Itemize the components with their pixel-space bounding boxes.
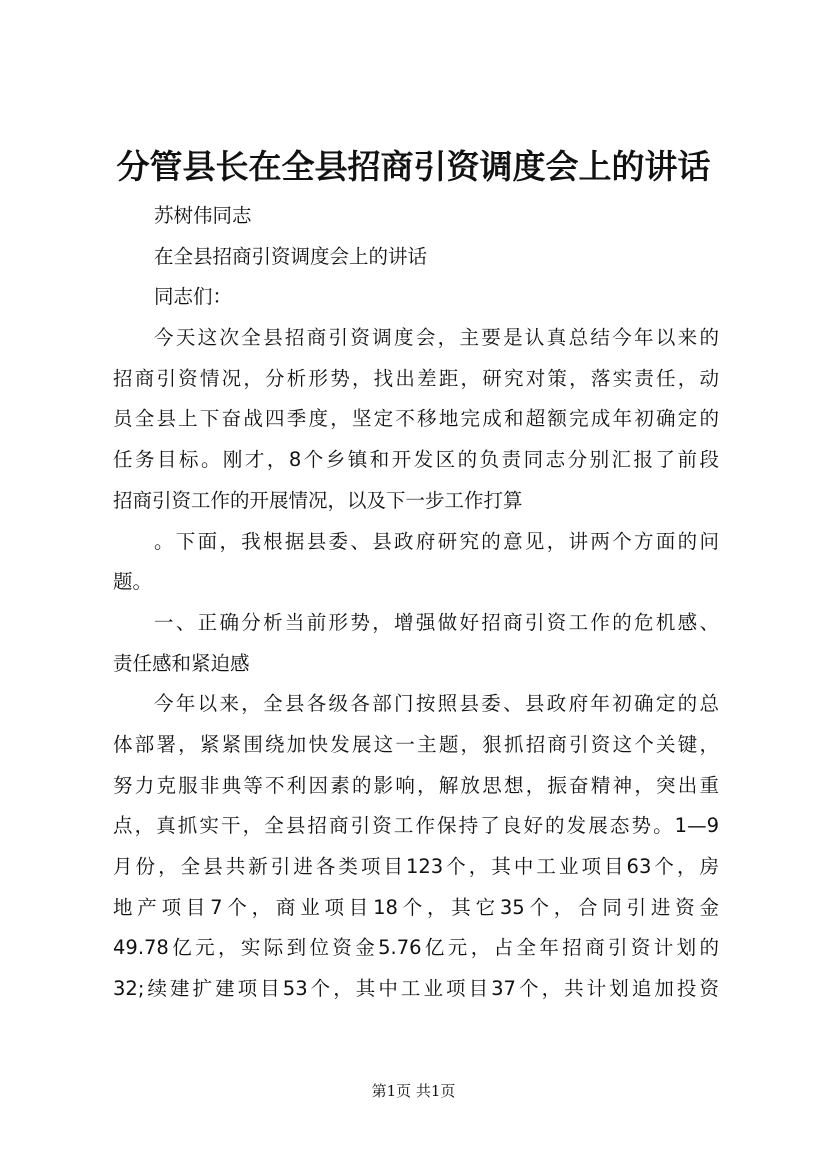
- body-line: 任务目标。刚才，8个乡镇和开发区的负责同志分别汇报了前段: [113, 448, 719, 472]
- body-line: 努力克服非典等不利因素的影响，解放思想，振奋精神，突出重: [113, 773, 719, 797]
- body-line: 同志们：: [154, 285, 233, 309]
- document-title: 分管县长在全县招商引资调度会上的讲话: [116, 147, 711, 186]
- body-line: 员全县上下奋战四季度，坚定不移地完成和超额完成年初确定的: [113, 407, 719, 431]
- body-line: 点，真抓实干，全县招商引资工作保持了良好的发展态势。1—9: [113, 814, 719, 838]
- body-line: 今天这次全县招商引资调度会，主要是认真总结今年以来的: [154, 326, 719, 350]
- document-body: [113, 196, 719, 1010]
- body-line: 责任感和紧迫感: [113, 651, 250, 675]
- body-line: 招商引资情况，分析形势，找出差距，研究对策，落实责任，动: [113, 366, 719, 390]
- body-line: 招商引资工作的开展情况，以及下一步工作打算: [113, 488, 523, 512]
- page-footer: 第1页 共1页: [371, 1082, 456, 1100]
- body-line: 在全县招商引资调度会上的讲话: [154, 244, 428, 268]
- body-line: 49.78亿元，实际到位资金5.76亿元，占全年招商引资计划的: [113, 936, 719, 960]
- body-line: 体部署，紧紧围绕加快发展这一主题，狠抓招商引资这个关键，: [113, 732, 719, 756]
- body-line: 一、正确分析当前形势，增强做好招商引资工作的危机感、: [154, 610, 719, 634]
- body-line: 苏树伟同志: [154, 204, 252, 227]
- body-line: 今年以来，全县各级各部门按照县委、县政府年初确定的总: [154, 692, 719, 716]
- body-line: 32;续建扩建项目53个，其中工业项目37个，共计划追加投资: [113, 977, 719, 1001]
- body-line: 地产项目7个，商业项目18个，其它35个，合同引进资金: [113, 895, 719, 919]
- body-line: 。下面，我根据县委、县政府研究的意见，讲两个方面的问: [154, 529, 719, 553]
- body-line: 月份，全县共新引进各类项目123个，其中工业项目63个，房: [113, 855, 719, 878]
- body-line: 题。: [113, 570, 153, 594]
